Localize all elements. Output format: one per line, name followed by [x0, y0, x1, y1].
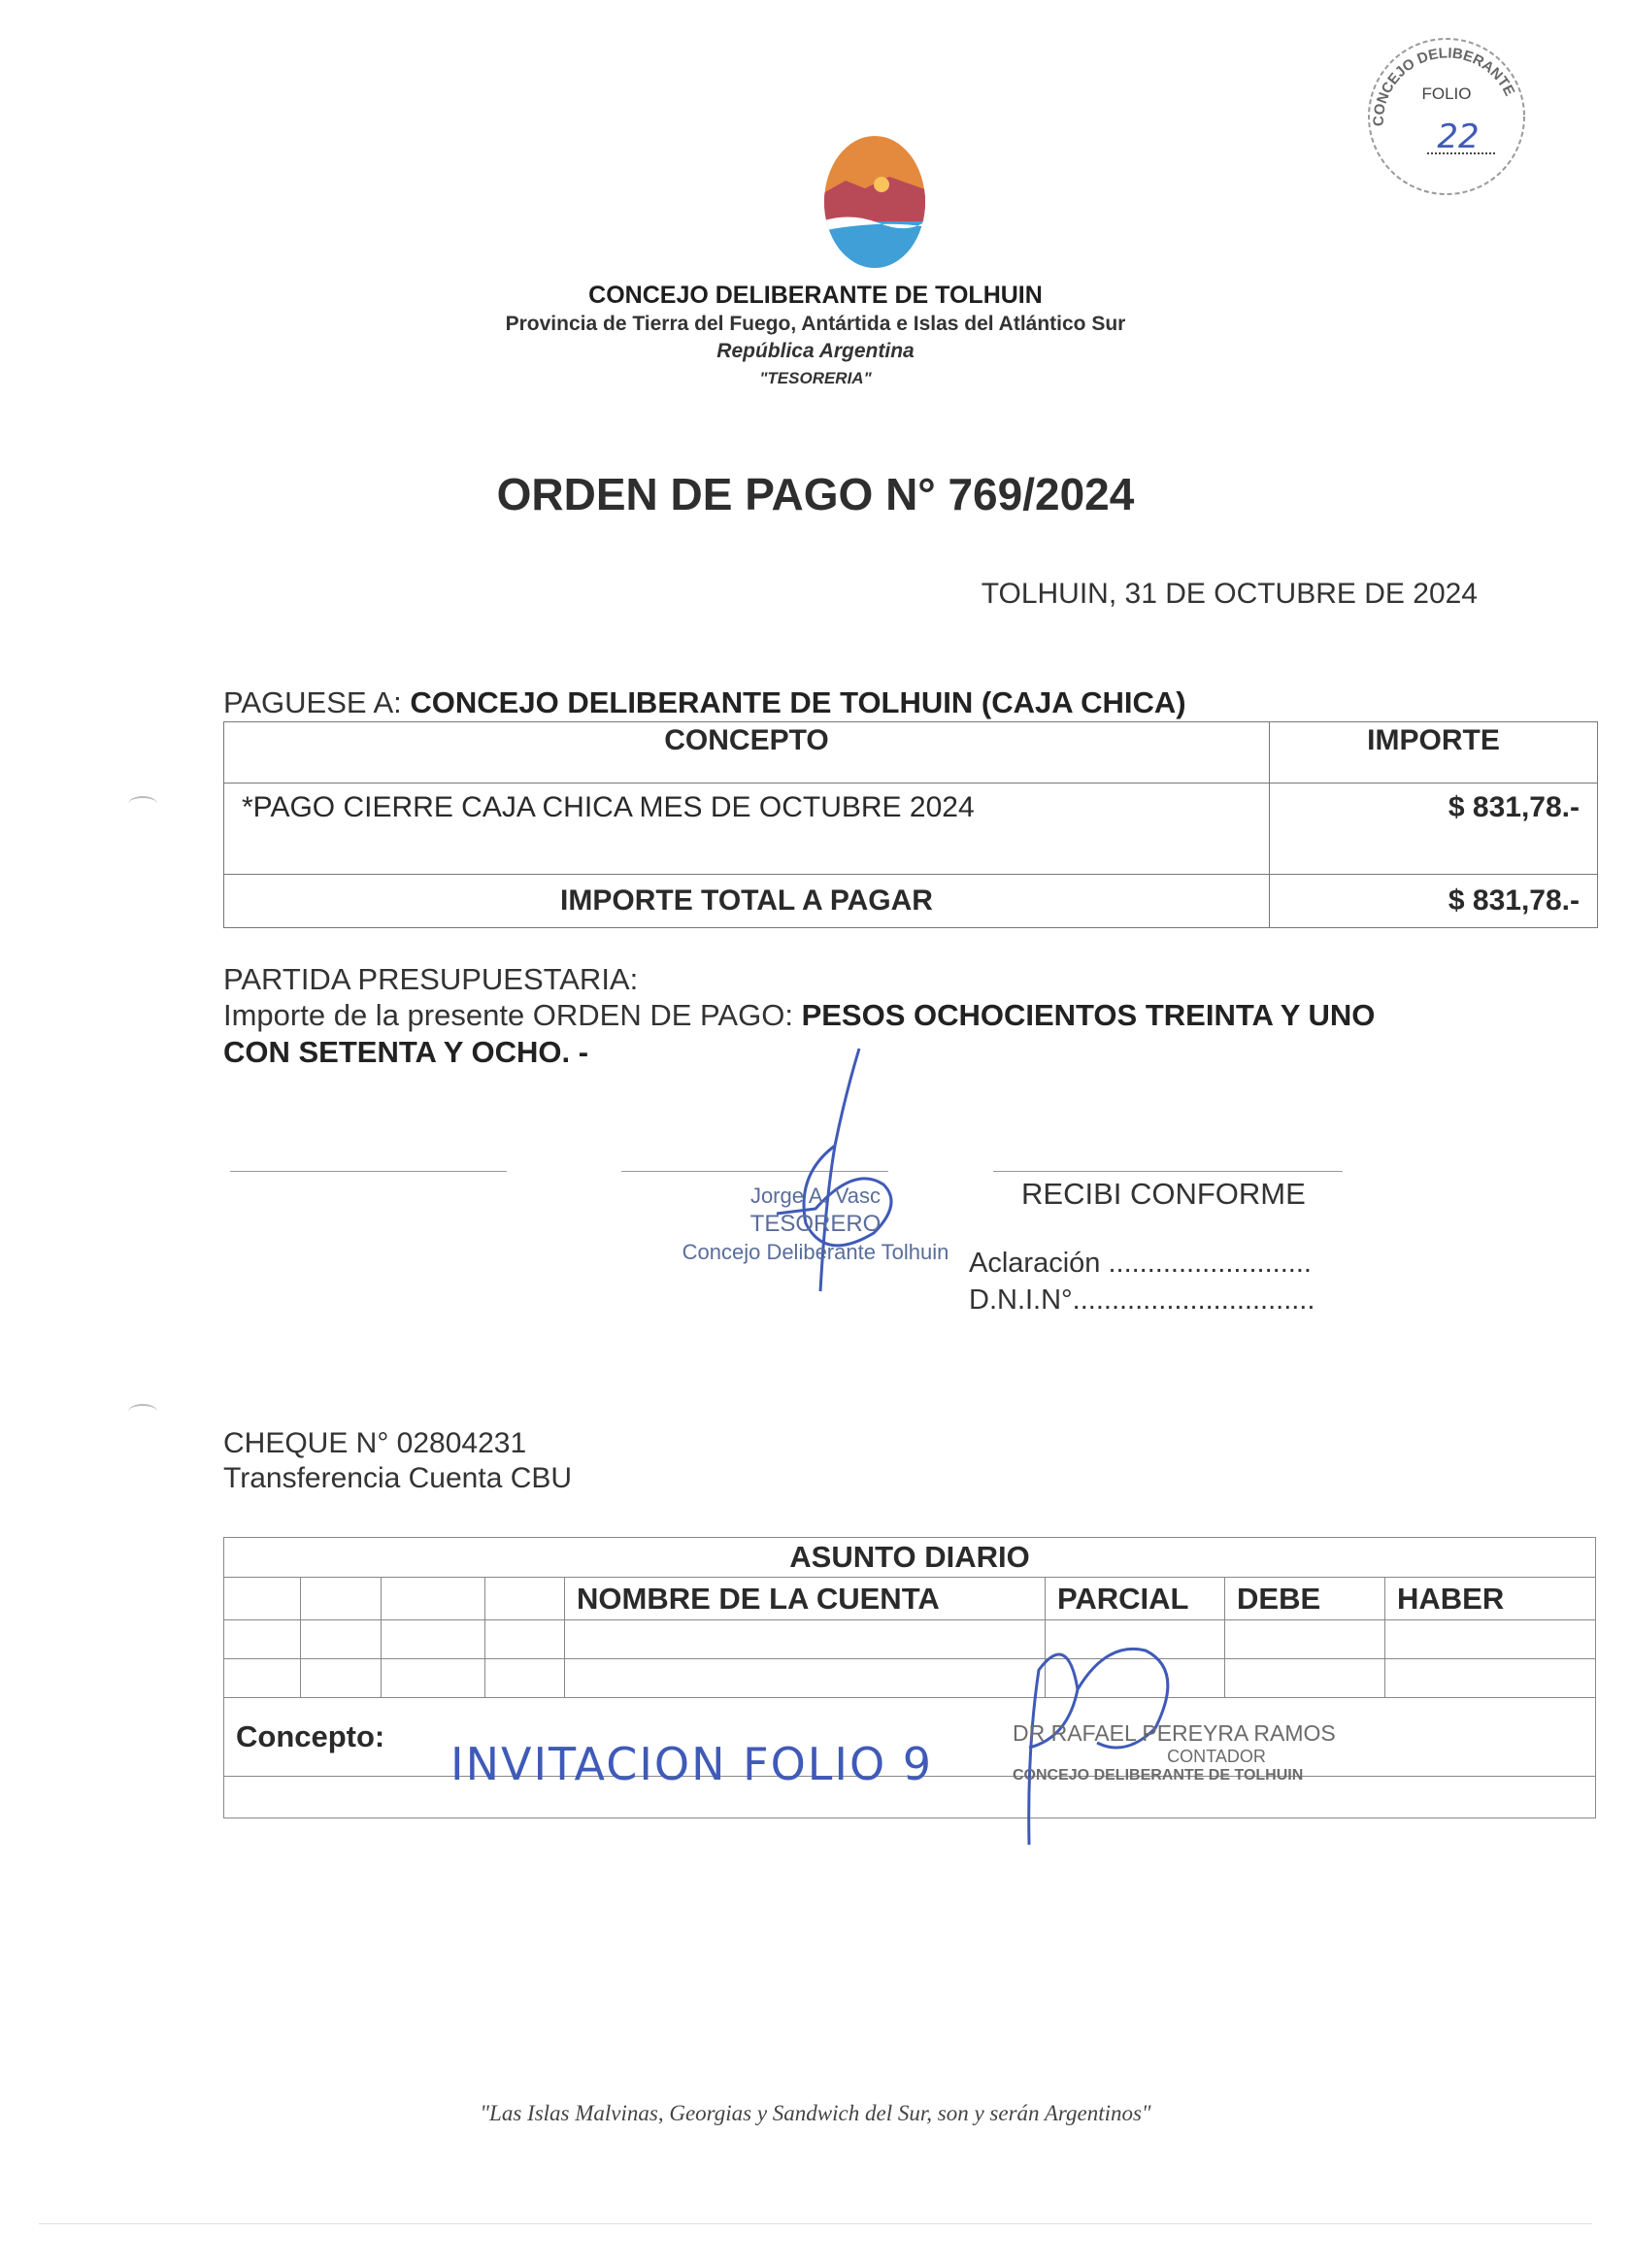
payee-line	[223, 685, 1186, 720]
cheque-number: CHEQUE N° 02804231	[223, 1427, 527, 1459]
treasurer-block	[660, 1182, 971, 1266]
punch-mark	[128, 796, 157, 812]
blank-cell	[224, 1578, 301, 1620]
budget-label: PARTIDA PRESUPUESTARIA:	[223, 962, 639, 996]
treasurer-name: Jorge A. Vasc	[749, 1184, 882, 1208]
table-row	[224, 1659, 1596, 1698]
republic: República Argentina	[716, 340, 915, 362]
stamp-number: 22	[1437, 117, 1480, 156]
blank-cell	[301, 1578, 382, 1620]
amount-prefix: Importe de la presente ORDEN DE PAGO:	[223, 998, 793, 1032]
punch-mark	[128, 1404, 157, 1419]
amount-words-2: CON SETENTA Y OCHO. -	[223, 1035, 589, 1069]
amount-words-1: PESOS OCHOCIENTOS TREINTA Y UNO	[801, 998, 1376, 1032]
concept-label: Concepto:	[224, 1698, 1596, 1777]
blank-cell	[382, 1578, 485, 1620]
received-label: RECIBI CONFORME	[1021, 1177, 1306, 1211]
treasurer-role: TESORERO	[749, 1211, 882, 1237]
province: Provincia de Tierra del Fuego, Antártida e Islas del Atlántico Sur	[505, 313, 1126, 335]
signature-line	[993, 1171, 1343, 1172]
page-edge	[39, 2223, 1592, 2224]
accountant-name: DR RAFAEL PEREYRA RAMOS	[1013, 1720, 1336, 1746]
item-amount: $ 831,78.-	[1270, 784, 1598, 875]
header-account-name: NOMBRE DE LA CUENTA	[565, 1578, 1046, 1620]
header-concepto: CONCEPTO	[224, 722, 1270, 784]
org-name: CONCEJO DELIBERANTE DE TOLHUIN	[588, 282, 1043, 309]
treasurer-org: Concejo Deliberante Tolhuin	[682, 1240, 949, 1264]
footer-motto: "Las Islas Malvinas, Georgias y Sandwich del Sur, son y serán Argentinos"	[480, 2101, 1151, 2125]
stamp-arc-text: CONCEJO DELIBERANTE	[1370, 45, 1518, 127]
clarification-field: Aclaración ..........................	[969, 1248, 1312, 1279]
header-importe: IMPORTE	[1270, 722, 1598, 784]
header-parcial: PARCIAL	[1046, 1578, 1225, 1620]
total-label: IMPORTE TOTAL A PAGAR	[224, 875, 1270, 928]
total-row	[224, 875, 1598, 928]
payment-table	[223, 721, 1598, 928]
transfer-method: Transferencia Cuenta CBU	[223, 1462, 573, 1494]
table-row	[224, 1620, 1596, 1659]
stamp-label: FOLIO	[1421, 84, 1472, 103]
payee-name: CONCEJO DELIBERANTE DE TOLHUIN (CAJA CHICA)	[410, 685, 1186, 719]
blank-cell	[485, 1578, 565, 1620]
table-row	[224, 784, 1598, 875]
folio-stamp	[1349, 19, 1544, 214]
total-amount: $ 831,78.-	[1270, 875, 1598, 928]
department: "TESORERIA"	[759, 369, 872, 387]
journal-title: ASUNTO DIARIO	[224, 1538, 1596, 1578]
handwritten-concept: INVITACION FOLIO 9	[450, 1738, 934, 1790]
dni-field: D.N.I.N°...............................	[969, 1284, 1315, 1316]
council-logo	[821, 134, 928, 270]
header-haber: HABER	[1385, 1578, 1596, 1620]
page-title: ORDEN DE PAGO N° 769/2024	[496, 469, 1135, 519]
signature-line	[230, 1171, 507, 1172]
order-date: TOLHUIN, 31 DE OCTUBRE DE 2024	[981, 578, 1478, 610]
accountant-org: CONCEJO DELIBERANTE DE TOLHUIN	[1013, 1767, 1304, 1784]
accountant-role: CONTADOR	[1167, 1747, 1266, 1766]
payee-label: PAGUESE A:	[223, 685, 402, 719]
item-concept: *PAGO CIERRE CAJA CHICA MES DE OCTUBRE 2024	[224, 784, 1270, 875]
header-debe: DEBE	[1225, 1578, 1385, 1620]
accountant-stamp	[1013, 1720, 1381, 1784]
